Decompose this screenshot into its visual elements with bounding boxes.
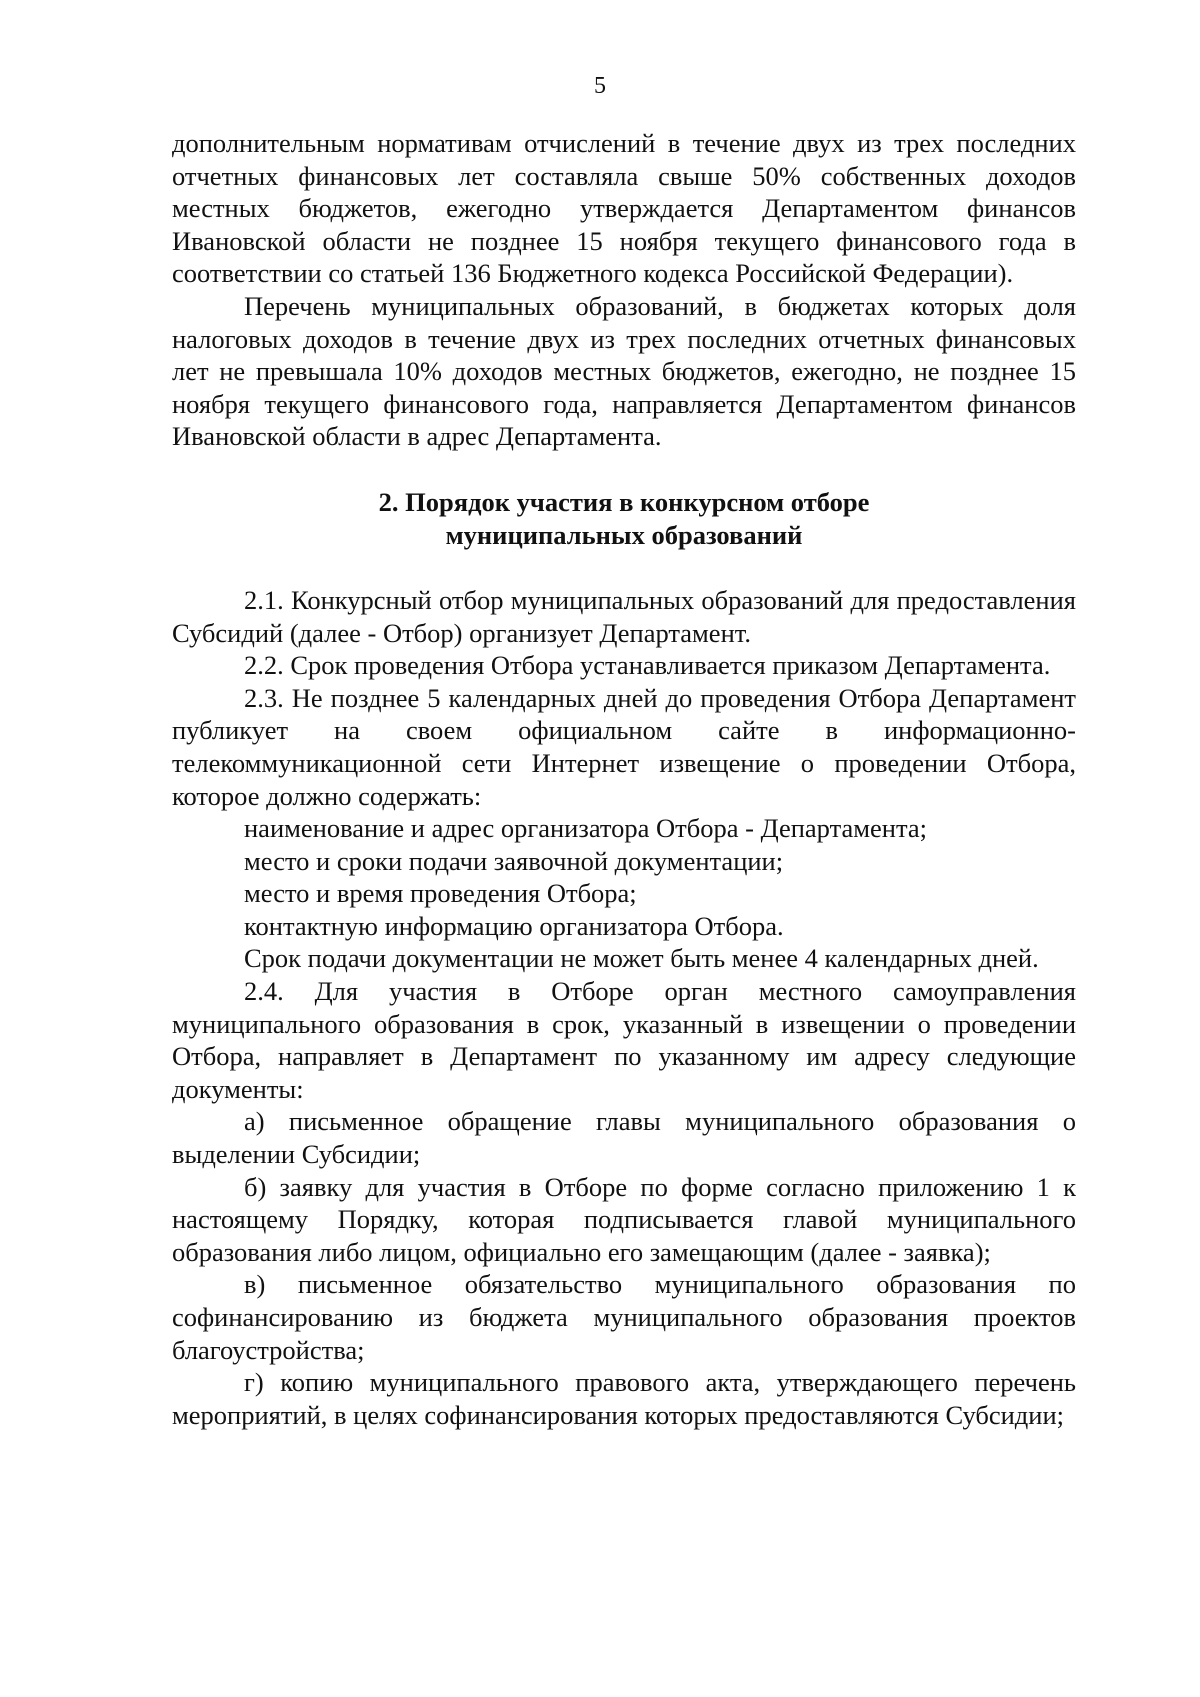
document-item-g: г) копию муниципального правового акта, утверждающего перечень мероприятий, в целях софинансирования которых предоставляются Субсидии; [172, 1367, 1076, 1430]
notice-item: место и время проведения Отбора; [244, 878, 637, 909]
item-2-4: 2.4. Для участия в Отборе орган местного самоуправления муниципального образования в срок, указанный в извещении о проведении Отбора, направляет в Департамент по указанному им адресу следующие документы: [172, 976, 1076, 1104]
document-item-a: а) письменное обращение главы муниципального образования о выделении Субсидии; [172, 1106, 1076, 1170]
notice-item: наименование и адрес организатора Отбора - Департамента; [244, 813, 927, 844]
section-heading-line-2: муниципальных образований [445, 519, 803, 550]
paragraph-continuation: дополнительным нормативам отчислений в течение двух из трех последних отчетных финансовых лет составляла свыше 50% собственных доходов местных бюджетов, ежегодно утверждается Департаментом финансов Ивановской области не позднее 15 ноября текущего финансового года в соответствии со статьей 136 Бюджетного кодекса Российской Федерации). [172, 128, 1076, 289]
submission-deadline: Срок подачи документации не может быть менее 4 календарных дней. [244, 943, 1039, 974]
section-heading-line-1: 2. Порядок участия в конкурсном отборе [378, 486, 870, 517]
page-number: 5 [594, 73, 606, 99]
notice-item: контактную информацию организатора Отбора. [244, 910, 784, 941]
paragraph-municipal-list: Перечень муниципальных образований, в бюджетах которых доля налоговых доходов в течение двух из трех последних отчетных финансовых лет не превышала 10% доходов местных бюджетов, ежегодно, не позднее 15 ноября текущего финансового года, направляется Департаментом финансов Ивановской области в адрес Департамента. [172, 290, 1076, 452]
item-2-2: 2.2. Срок проведения Отбора устанавливается приказом Департамента. [244, 650, 1051, 681]
document-body [172, 127, 1076, 1431]
section-heading [172, 486, 1076, 552]
notice-item: место и сроки подачи заявочной документации; [244, 845, 784, 876]
document-item-v: в) письменное обязательство муниципального образования по софинансированию из бюджета муниципального образования проектов благоустройства; [172, 1269, 1076, 1365]
item-2-1: 2.1. Конкурсный отбор муниципальных образований для предоставления Субсидий (далее - Отбор) организует Департамент. [172, 584, 1076, 648]
item-2-3: 2.3. Не позднее 5 календарных дней до проведения Отбора Департамент публикует на своем официальном сайте в информационно-телекоммуникационной сети Интернет извещение о проведении Отбора, которое должно содержать: [172, 682, 1076, 811]
document-item-b: б) заявку для участия в Отборе по форме согласно приложению 1 к настоящему Порядку, которая подписывается главой муниципального образования либо лицом, официально его замещающим (далее - заявка); [172, 1171, 1076, 1267]
